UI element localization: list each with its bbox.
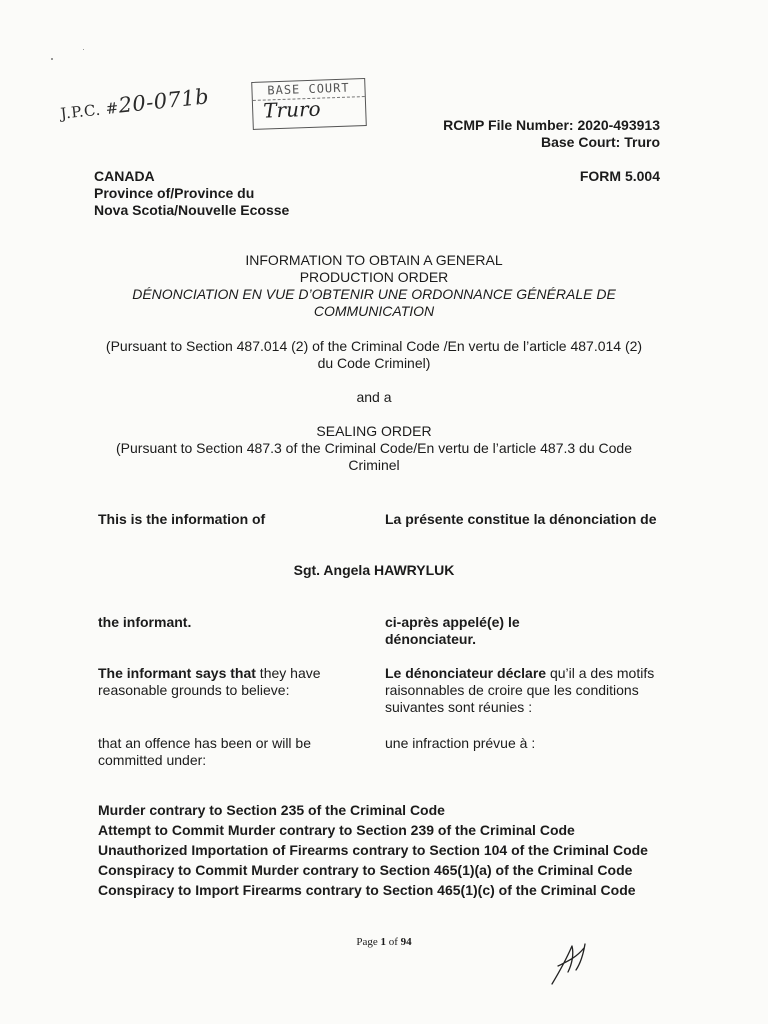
offence-en-line1: that an offence has been or will be: [98, 735, 312, 751]
information-of-fr: La présente constitue la dénonciation de: [385, 511, 657, 527]
title-en-line2: PRODUCTION ORDER: [299, 269, 449, 285]
informant-en: the informant.: [98, 614, 192, 630]
offence-item: Murder contrary to Section 235 of the Criminal Code: [98, 802, 445, 818]
informant-says-fr-bold: Le dénonciateur déclare: [385, 665, 547, 681]
page-current: 1: [380, 936, 386, 948]
informant-says-en-line2: reasonable grounds to believe:: [98, 682, 290, 698]
informant-says-en-rest: they have: [255, 665, 321, 681]
jpc-file-reference: [59, 84, 210, 123]
informant-fr-line2: dénonciateur.: [385, 631, 477, 647]
offence-fr: une infraction prévue à :: [385, 735, 536, 751]
pursuant-line1: (Pursuant to Section 487.014 (2) of the Criminal Code /En vertu de l’article 487.014 (2): [105, 338, 643, 354]
sealing-order-title: SEALING ORDER: [316, 423, 432, 439]
scan-speck: [83, 49, 84, 50]
informant-fr-line1: ci-après appelé(e) le: [385, 614, 520, 630]
informant-says-en-bold: The informant says that: [98, 665, 256, 681]
informant-says-fr-rest: qu’il a des motifs: [546, 665, 655, 681]
base-court-label: Base Court: Truro: [540, 134, 660, 150]
informant-says-fr-line1: [385, 665, 685, 682]
jurisdiction-province-label: Province of/Province du: [94, 185, 255, 201]
rcmp-file-number: RCMP File Number: 2020-493913: [443, 117, 660, 133]
sealing-pursuant-line1: (Pursuant to Section 487.3 of the Criminal Code/En vertu de l’article 487.3 du Code: [116, 440, 632, 456]
title-fr-line1: DÉNONCIATION EN VUE D’OBTENIR UNE ORDONNANCE GÉNÉRALE DE: [132, 286, 616, 302]
title-en-line1: INFORMATION TO OBTAIN A GENERAL: [245, 252, 503, 268]
information-of-en: This is the information of: [98, 511, 266, 527]
pursuant-line2: du Code Criminel): [317, 355, 431, 371]
page-of: of: [385, 936, 401, 948]
page-number: [0, 936, 768, 948]
stamp-handwritten-location: Truro: [262, 96, 321, 123]
scan-speck: [51, 58, 53, 60]
offence-item: Conspiracy to Commit Murder contrary to Section 465(1)(a) of the Criminal Code: [98, 862, 633, 878]
offence-item: Conspiracy to Import Firearms contrary to Section 465(1)(c) of the Criminal Code: [98, 882, 636, 898]
informant-name: Sgt. Angela HAWRYLUK: [293, 562, 455, 578]
title-fr-line2: COMMUNICATION: [313, 303, 435, 319]
informant-says-fr-line3: suivantes sont réunies :: [385, 699, 533, 715]
jurisdiction-country: CANADA: [94, 168, 155, 184]
sealing-pursuant-line2: Criminel: [348, 457, 400, 473]
offence-item: Unauthorized Importation of Firearms contrary to Section 104 of the Criminal Code: [98, 842, 648, 858]
informant-says-en-line1: [98, 665, 348, 682]
form-number: FORM 5.004: [579, 168, 660, 184]
offence-en-line2: committed under:: [98, 752, 207, 768]
jpc-prefix: J.P.C. #: [59, 98, 120, 123]
jpc-handwritten-number: 20-071b: [117, 84, 211, 118]
stamp-title: BASE COURT: [267, 80, 350, 98]
and-a: and a: [356, 389, 392, 405]
offence-item: Attempt to Commit Murder contrary to Section 239 of the Criminal Code: [98, 822, 575, 838]
jurisdiction-province: Nova Scotia/Nouvelle Ecosse: [94, 202, 290, 218]
informant-says-fr-line2: raisonnables de croire que les conditions: [385, 682, 639, 698]
page-label: Page: [356, 936, 381, 948]
base-court-stamp: [251, 78, 367, 130]
page-total: 94: [400, 936, 412, 948]
handwritten-initials: [548, 940, 588, 986]
